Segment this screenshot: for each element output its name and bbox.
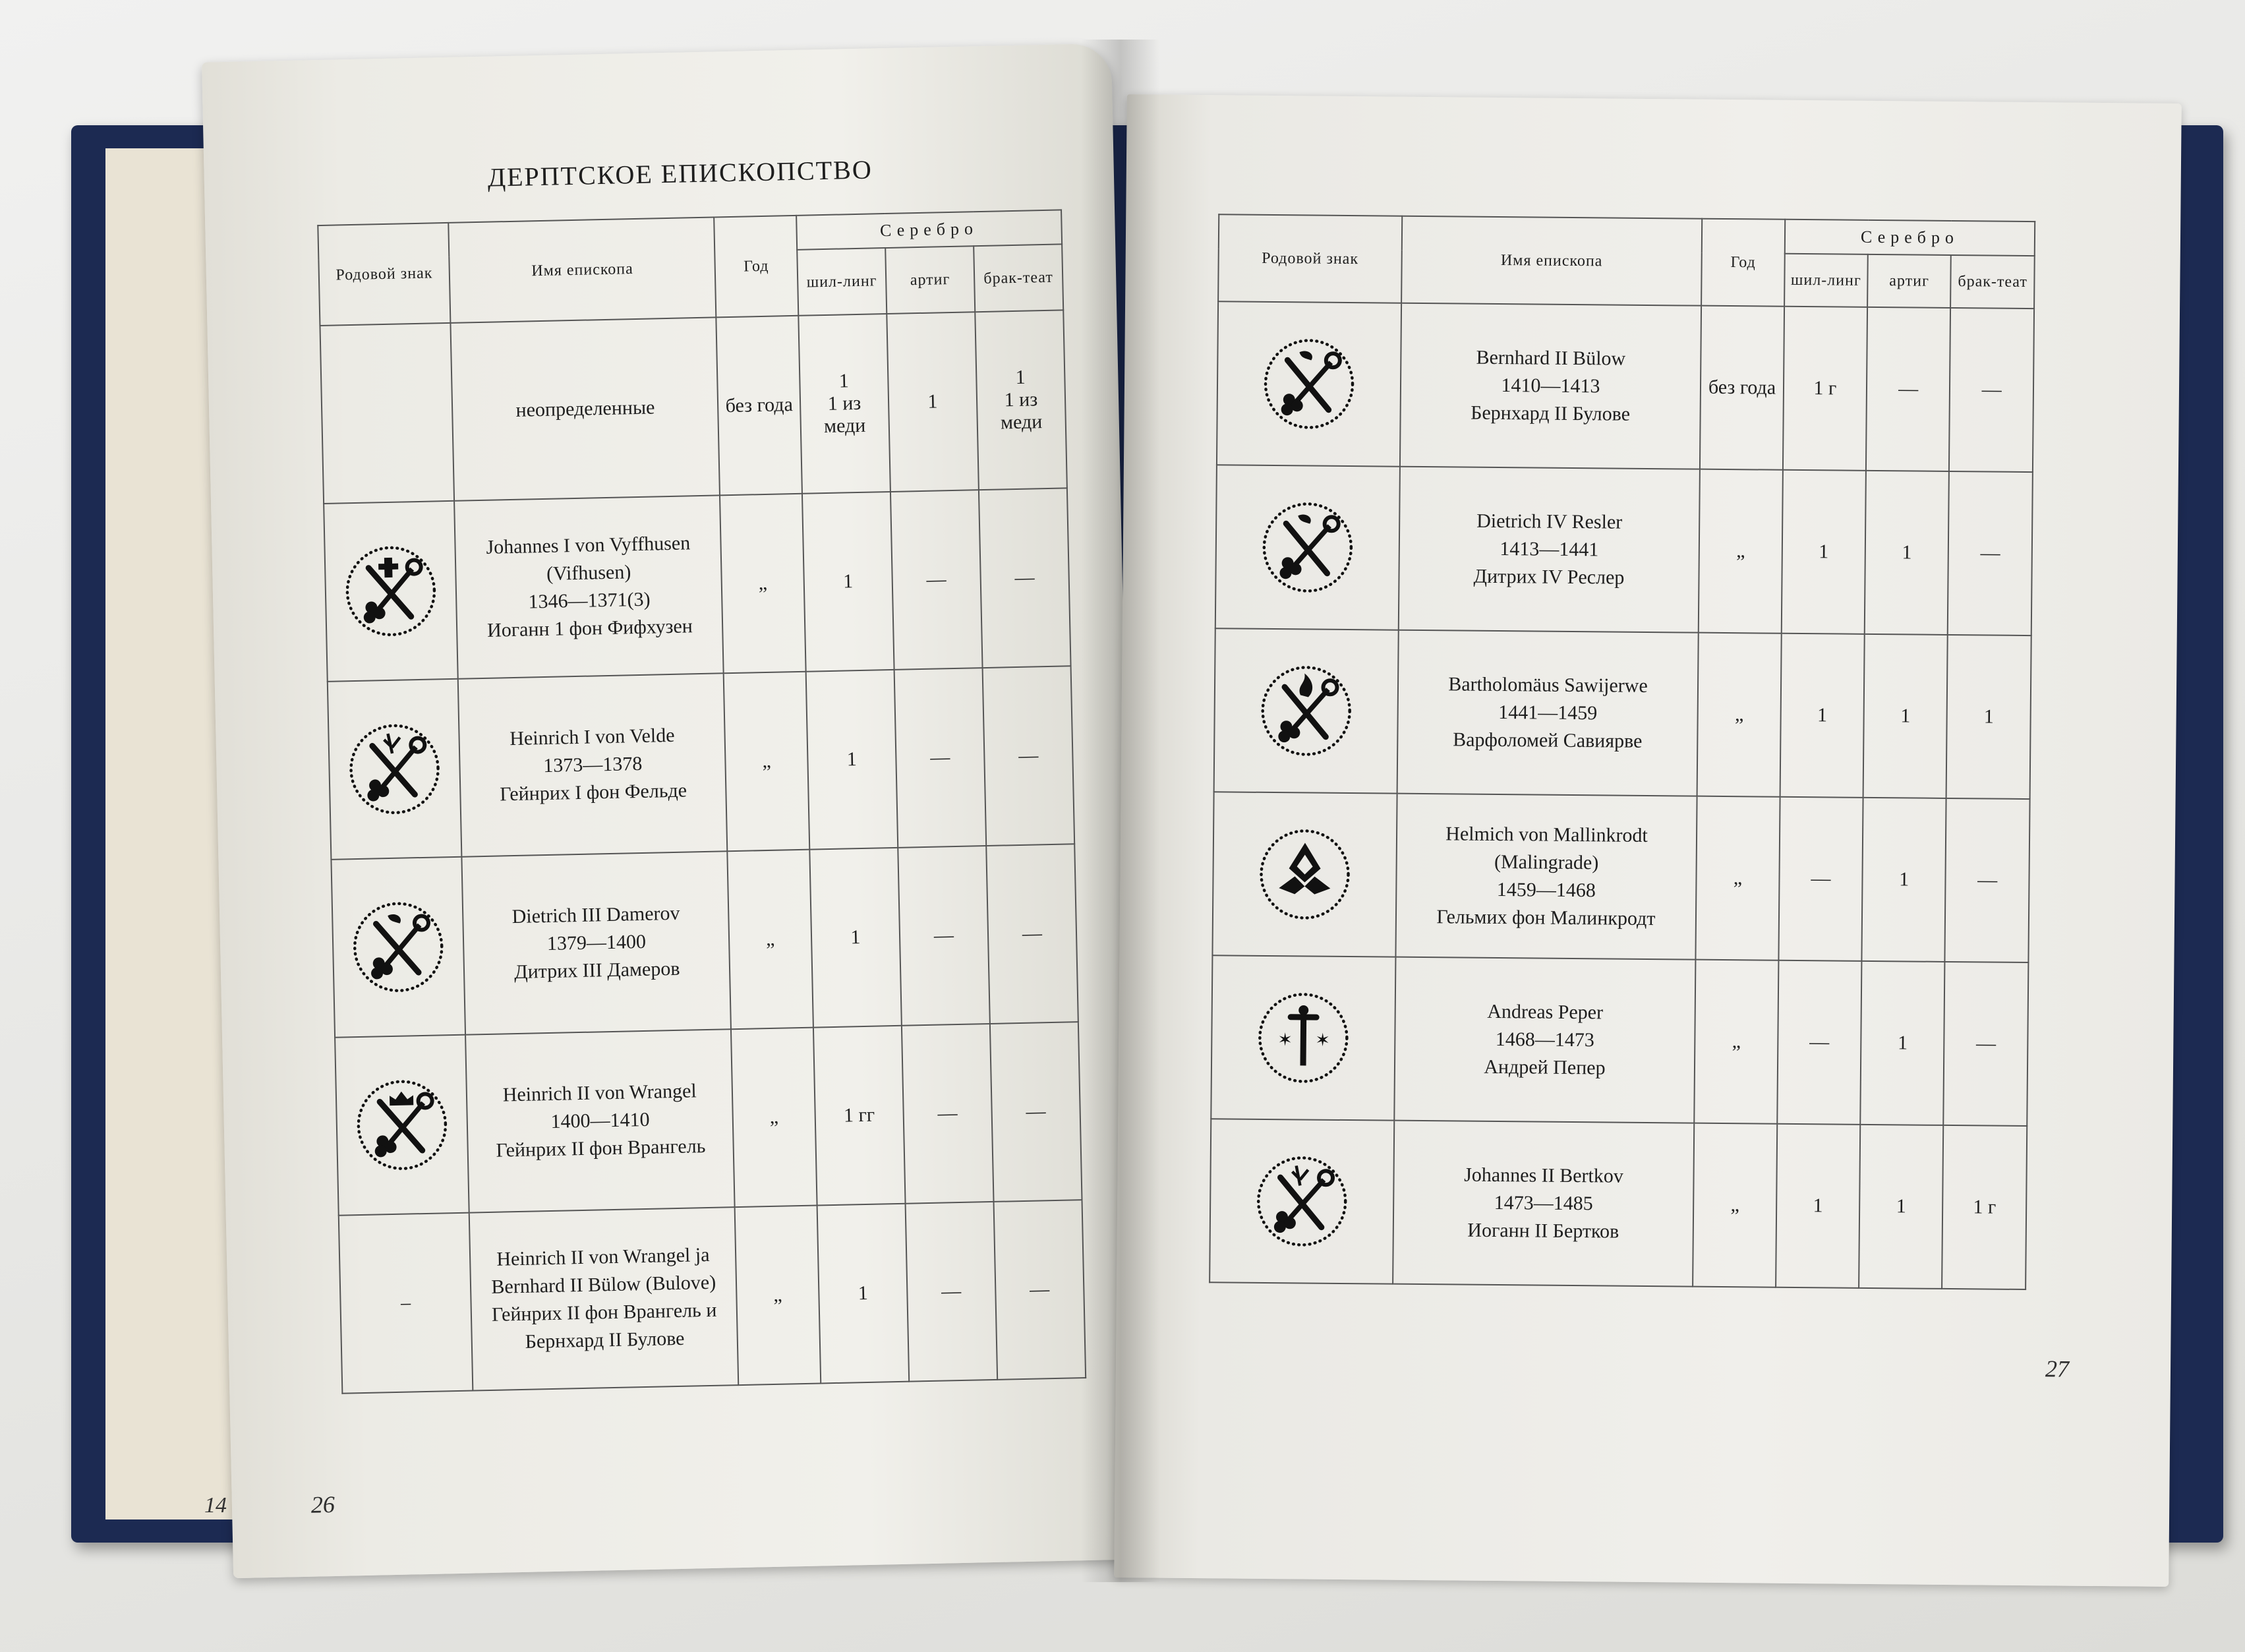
year-cell: „ xyxy=(735,1206,821,1386)
brakteat-cell: 1 1 из меди xyxy=(975,310,1067,490)
table-row xyxy=(1211,955,2028,1126)
table-row xyxy=(1215,465,2033,635)
bishop-name-line: (Malingrade) xyxy=(1494,850,1599,874)
bishop-name-line: Бернхард II Булове xyxy=(1471,401,1631,425)
bishop-name-line: Андрей Пепер xyxy=(1484,1055,1606,1079)
bishop-name-line: 1400—1410 xyxy=(550,1108,650,1133)
year-cell: „ xyxy=(731,1028,817,1208)
header-silver: Серебро xyxy=(1785,220,2035,256)
year-cell: без года xyxy=(716,316,802,496)
shilling-cell: 1 1 из меди xyxy=(798,314,890,494)
bishop-name-line: Dietrich III Damerov xyxy=(511,902,680,928)
bishop-name-cell xyxy=(1397,630,1698,796)
crest-leaf-dagger-key-icon xyxy=(1259,334,1358,434)
shilling-cell: 1 xyxy=(805,670,898,850)
header-name: Имя епископа xyxy=(448,217,716,322)
year-cell: „ xyxy=(724,672,809,852)
bishop-name-line: Иоганн II Бертков xyxy=(1467,1219,1619,1243)
artig-cell: 1 xyxy=(887,312,978,492)
bishop-name-line: Heinrich II von Wrangel xyxy=(502,1080,697,1106)
prev-page-number: 14 xyxy=(204,1493,227,1518)
year-cell: „ xyxy=(1694,960,1778,1124)
bishop-name-cell xyxy=(454,495,724,678)
table-row xyxy=(331,844,1078,1038)
bishop-name-line: Heinrich I von Velde xyxy=(509,724,675,750)
bishop-name-line: Heinrich II von Wrangel ja xyxy=(496,1243,710,1270)
crest-cell xyxy=(1211,955,1395,1120)
bishop-name-line: 1468—1473 xyxy=(1495,1028,1594,1051)
year-cell: „ xyxy=(720,494,805,674)
table-row xyxy=(1212,792,2029,962)
table-row xyxy=(328,666,1074,860)
svg-text:✶: ✶ xyxy=(1277,1030,1293,1051)
bishop-name-line: Bernhard II Bülow (Bulove) xyxy=(491,1271,716,1298)
brakteat-cell: — xyxy=(1949,308,2034,472)
crest-cell xyxy=(1210,1119,1394,1283)
bishop-name-line: Дитрих IV Рeслер xyxy=(1473,565,1625,589)
bishop-name-cell xyxy=(1400,303,1701,469)
bishop-name-cell xyxy=(1394,957,1695,1123)
bishop-name-cell xyxy=(465,1029,735,1212)
crest-cell xyxy=(1212,792,1397,957)
crest-cell xyxy=(328,679,462,860)
crest-cell xyxy=(331,857,465,1038)
bishop-name-cell xyxy=(462,851,732,1034)
artig-cell: — xyxy=(902,1024,993,1204)
brakteat-cell: — xyxy=(1948,471,2033,635)
year-cell: „ xyxy=(1696,796,1780,960)
crest-crown-dagger-key-icon xyxy=(351,1075,452,1175)
header-artig: артиг xyxy=(885,246,975,314)
header-shilling: шил-линг xyxy=(797,248,887,316)
shilling-cell: 1 xyxy=(1782,470,1866,634)
bishop-name-line: 1379—1400 xyxy=(546,930,647,955)
header-silver: Серебро xyxy=(796,210,1062,249)
crest-cross-dagger-key-icon xyxy=(340,541,441,641)
table-row xyxy=(339,1200,1086,1394)
bishop-name-cell xyxy=(1395,794,1697,960)
year-cell: „ xyxy=(1699,469,1783,634)
header-crest: Родовой знак xyxy=(1218,214,1402,303)
artig-cell: 1 xyxy=(1863,634,1948,798)
brakteat-cell: — xyxy=(990,1022,1082,1202)
table-row xyxy=(335,1022,1082,1216)
table-row xyxy=(324,488,1070,682)
page-number-left: 26 xyxy=(310,1490,335,1518)
bishop-name-line: Helmich von Mallinkrodt xyxy=(1445,823,1648,846)
artig-cell: — xyxy=(906,1202,997,1382)
bishop-name-cell xyxy=(469,1207,739,1390)
right-page xyxy=(1114,94,2182,1587)
brakteat-cell: 1 г xyxy=(1942,1125,2027,1289)
bishops-table-left xyxy=(317,209,1086,1394)
bishop-name-line: Гейнрих I фон Фельде xyxy=(499,779,687,806)
artig-cell: 1 xyxy=(1861,798,1946,962)
bishop-name-line: Johannes I von Vyffhusen xyxy=(486,532,691,558)
header-brakteat: брак-теат xyxy=(1951,255,2035,309)
shilling-cell: 1 xyxy=(802,492,894,672)
crest-diamond-trefoil-icon xyxy=(1255,825,1355,924)
brakteat-cell: — xyxy=(1945,798,2030,962)
bishop-name-line: Гейнрих II фон Врангель xyxy=(496,1135,706,1162)
bishop-name-line: Bernhard II Bülow xyxy=(1476,346,1626,370)
bishop-name-line: 1346—1371(3) xyxy=(528,588,651,613)
bishop-name-cell xyxy=(458,673,728,856)
bishop-name-cell xyxy=(451,317,720,500)
crest-cell xyxy=(1215,465,1400,630)
bishop-name-line: 1441—1459 xyxy=(1498,701,1598,724)
bishop-name-cell xyxy=(1393,1121,1694,1287)
shilling-cell: — xyxy=(1778,797,1863,961)
header-year: Год xyxy=(1701,219,1785,307)
artig-cell: 1 xyxy=(1859,1125,1944,1289)
bishop-name-cell xyxy=(1399,467,1700,633)
header-artig: артиг xyxy=(1867,254,1951,308)
bishop-name-line: Гейнрих II фон Врангель и xyxy=(491,1299,717,1326)
crest-dagger-stars-icon xyxy=(1254,988,1353,1088)
bishop-name-line: Дитрих III Дамеров xyxy=(513,957,680,984)
brakteat-cell: 1 xyxy=(1946,635,2031,799)
bishop-name-line: Бернхард II Булове xyxy=(525,1327,685,1353)
bishop-name-line: неопределенные xyxy=(515,396,655,421)
table-row xyxy=(1214,628,2031,799)
bishop-name-line: Johannes II Bertkov xyxy=(1464,1164,1623,1187)
crest-branch-dagger-key-icon xyxy=(1252,1152,1351,1251)
bishop-name-line: 1473—1485 xyxy=(1494,1191,1593,1215)
shilling-cell: 1 xyxy=(1776,1124,1860,1288)
brakteat-cell: — xyxy=(982,666,1074,846)
crest-cell xyxy=(1214,628,1399,793)
crest-cell xyxy=(339,1213,473,1394)
shilling-cell: 1 гг xyxy=(813,1026,906,1206)
artig-cell: — xyxy=(898,846,989,1026)
header-name: Имя епископа xyxy=(1401,216,1702,306)
bishop-name-line: 1410—1413 xyxy=(1501,374,1600,398)
crest-cell xyxy=(1217,301,1401,466)
year-cell: „ xyxy=(1697,633,1782,797)
shilling-cell: 1 xyxy=(809,848,902,1028)
bishop-name-line: 1459—1468 xyxy=(1496,879,1596,902)
brakteat-cell: — xyxy=(993,1200,1086,1380)
table-row xyxy=(1210,1119,2027,1289)
crest-cell xyxy=(335,1035,469,1216)
table-row xyxy=(320,310,1066,504)
left-page xyxy=(202,44,1143,1578)
brakteat-cell: — xyxy=(1944,962,2029,1126)
crest-bird-dagger-key-icon xyxy=(1258,498,1357,597)
bishop-name-line: Варфоломей Савиярве xyxy=(1453,728,1643,752)
artig-cell: 1 xyxy=(1865,471,1950,635)
page-number-right: 27 xyxy=(2045,1355,2070,1382)
bishop-name-line: Иоганн 1 фон Фифхузен xyxy=(486,615,693,641)
artig-cell: — xyxy=(1866,307,1951,471)
artig-cell: — xyxy=(894,668,986,848)
header-brakteat: брак-теат xyxy=(974,244,1063,312)
header-shilling: шил-линг xyxy=(1784,254,1868,307)
page-title: ДЕРПТСКОЕ ЕПИСКОПСТВО xyxy=(487,154,873,192)
year-cell: без года xyxy=(1700,306,1784,470)
bishop-name-line: Dietrich IV Resler xyxy=(1476,510,1623,533)
bishop-name-line: 1413—1441 xyxy=(1500,538,1599,561)
brakteat-cell: — xyxy=(986,844,1078,1024)
artig-cell: — xyxy=(890,490,982,670)
bishop-name-line: Гельмих фон Малинкродт xyxy=(1436,906,1656,930)
svg-text:✶: ✶ xyxy=(1315,1030,1331,1051)
shilling-cell: — xyxy=(1777,960,1861,1125)
shilling-cell: 1 г xyxy=(1783,307,1867,471)
shilling-cell: 1 xyxy=(817,1204,909,1384)
crest-branch-dagger-key-icon xyxy=(344,719,445,819)
header-year: Год xyxy=(714,216,798,318)
table-row xyxy=(1217,301,2034,472)
crest-cell xyxy=(324,501,458,682)
bishop-name-line: 1373—1378 xyxy=(542,752,643,777)
artig-cell: 1 xyxy=(1860,961,1945,1125)
bishop-name-line: Andreas Peper xyxy=(1487,1000,1604,1024)
crest-flame-dagger-key-icon xyxy=(1256,661,1356,761)
crest-dash: – xyxy=(400,1291,411,1314)
crest-cell xyxy=(320,323,454,504)
crest-bird-dagger-key-icon xyxy=(348,897,449,997)
brakteat-cell: — xyxy=(979,488,1071,668)
bishops-table-right xyxy=(1209,214,2035,1290)
bishop-name-line: Bartholomäus Sawijerwe xyxy=(1448,673,1648,697)
bishop-name-line: (Vifhusen) xyxy=(546,561,631,585)
header-crest: Родовой знак xyxy=(318,223,450,326)
year-cell: „ xyxy=(728,850,813,1030)
shilling-cell: 1 xyxy=(1780,634,1865,798)
year-cell: „ xyxy=(1693,1123,1777,1287)
